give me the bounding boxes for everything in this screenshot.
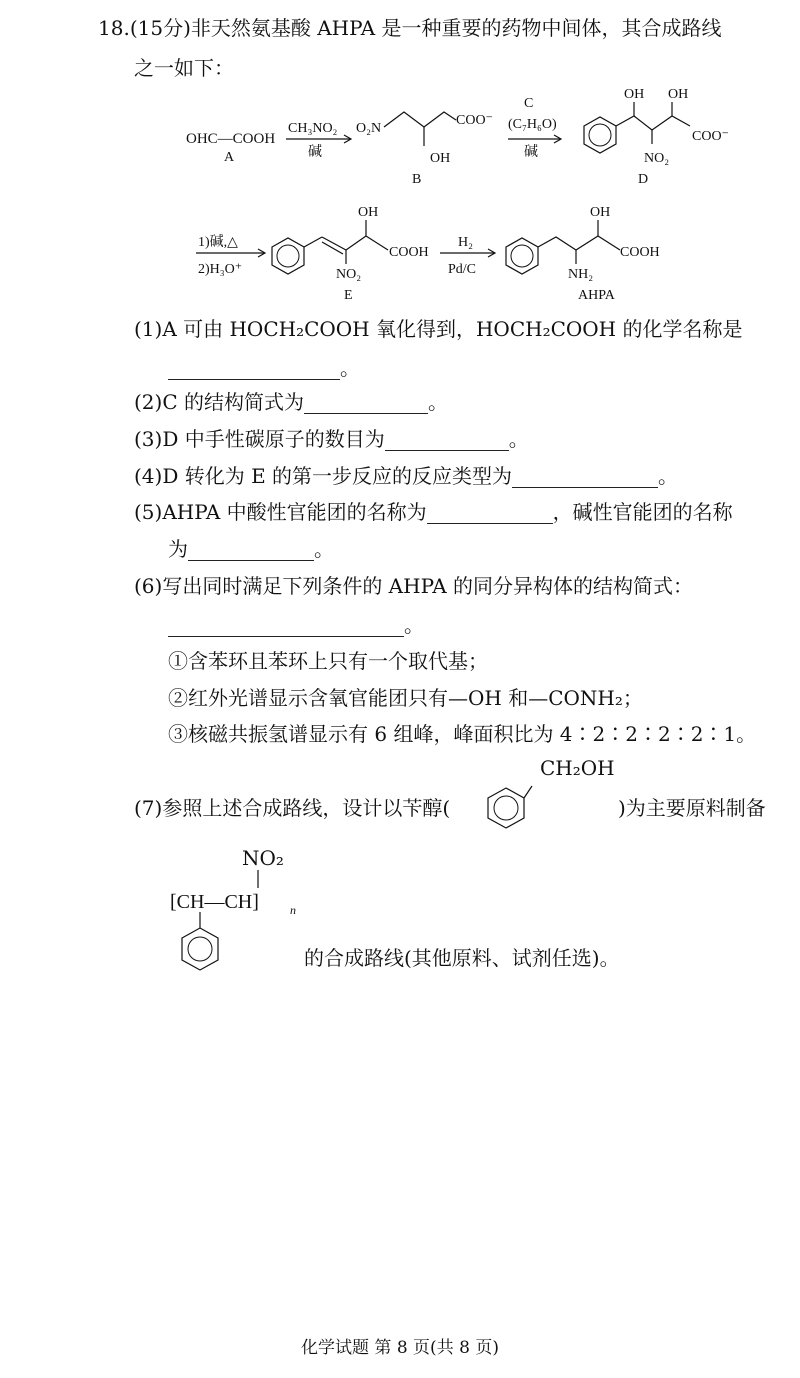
q1-answer-blank[interactable] (168, 359, 340, 380)
compound-D-oh1: OH (624, 87, 645, 102)
compound-D-oh2: OH (668, 87, 689, 102)
q6-condition-1: ①含苯环且苯环上只有一个取代基； (168, 649, 488, 673)
question-intro-line1: 非天然氨基酸 AHPA 是一种重要的药物中间体，其合成路线 (190, 16, 722, 40)
q1-text: (1)A 可由 HOCH₂COOH 氧化得到，HOCH₂COOH 的化学名称是 (134, 317, 743, 341)
step4-reagent: H₂ (458, 235, 473, 250)
step1-reagent: CH₃NO₂ (288, 121, 338, 136)
compound-E-double-bond-b (322, 242, 343, 254)
page-footer: 化学试题 第 8 页(共 8 页) (301, 1338, 499, 1358)
subquestion-1 (134, 317, 742, 341)
step1-condition: 碱 (308, 145, 322, 160)
compound-E-oh: OH (358, 205, 379, 220)
question-number: 18. (98, 16, 130, 40)
step2-reagent: C (524, 96, 534, 111)
compound-D-ring-circle (589, 124, 611, 146)
polymer-n: n (290, 903, 296, 917)
q5-text2: ，碱性官能团的名称 (552, 500, 733, 524)
q7-text2: )为主要原料制备 (618, 796, 766, 820)
q5-end: 。 (314, 537, 334, 561)
q2-text: (2)C 的结构简式为 (134, 390, 304, 414)
benzyl-bond (524, 786, 532, 798)
subquestion-1-answer-line (168, 356, 360, 380)
compound-E-ring-circle (277, 245, 299, 267)
question-intro-line2: 之一如下： (134, 56, 234, 80)
compound-D-coo: COO⁻ (692, 129, 729, 144)
q6-condition-3: ③核磁共振氢谱显示有 6 组峰，峰面积比为 4∶2∶2∶2∶2∶1。 (168, 722, 757, 746)
q7-benzyl-alcohol-ch2oh: CH₂OH (540, 756, 615, 780)
q6-answer-blank[interactable] (168, 616, 404, 637)
polymer-ring-circle (188, 937, 212, 961)
q1-end: 。 (340, 356, 360, 380)
q3-text: (3)D 中手性碳原子的数目为 (134, 427, 385, 451)
step2-formula: (C₇H₆O) (508, 117, 557, 132)
benzyl-ring (488, 788, 524, 828)
q2-answer-blank[interactable] (304, 393, 428, 414)
q4-answer-blank[interactable] (512, 467, 658, 488)
q5-text: (5)AHPA 中酸性官能团的名称为 (134, 500, 427, 524)
q6-condition-2: ②红外光谱显示含氧官能团只有—OH 和—CONH₂； (168, 686, 643, 710)
q7-text: (7)参照上述合成路线，设计以苄醇( (134, 796, 451, 820)
subquestion-5 (134, 500, 733, 524)
subquestion-5-line2 (168, 537, 334, 561)
q5-base-blank[interactable] (188, 540, 314, 561)
compound-E-label: E (344, 288, 353, 303)
subquestion-4 (134, 464, 678, 488)
q2-end: 。 (428, 390, 448, 414)
q4-end: 。 (658, 464, 679, 488)
compound-B-coo: COO⁻ (456, 113, 493, 128)
q7-benzyl-alcohol-structure (474, 780, 534, 836)
reaction-scheme (0, 80, 800, 310)
step3-condition2: 2)H₃O⁺ (198, 262, 243, 277)
compound-B-chain (384, 112, 456, 127)
compound-D-label: D (638, 172, 649, 187)
q3-answer-blank[interactable] (385, 430, 509, 451)
q7-text3: 的合成路线(其他原料、试剂任选)。 (304, 946, 620, 970)
compound-E-cooh: COOH (389, 245, 429, 260)
product-nh2: NH₂ (568, 267, 594, 282)
q4-text: (4)D 转化为 E 的第一步反应的反应类型为 (134, 464, 513, 488)
q6-end: 。 (404, 613, 424, 637)
compound-B-label: B (412, 172, 422, 187)
product-label: AHPA (578, 288, 615, 303)
benzyl-ring-circle (494, 796, 518, 820)
step2-condition: 碱 (524, 145, 538, 160)
compound-D-no2: NO₂ (644, 151, 670, 166)
q5-text3: 为 (168, 537, 188, 561)
polymer-structure (160, 866, 310, 986)
compound-E-no2: NO₂ (336, 267, 362, 282)
product-oh: OH (590, 205, 611, 220)
question-points: (15分) (129, 16, 191, 40)
question-intro (98, 16, 722, 40)
compound-A-label: A (224, 150, 235, 165)
compound-E-bond1 (304, 237, 322, 247)
compound-B-oh: OH (430, 151, 451, 166)
compound-E-bond2 (346, 236, 366, 250)
polymer-benzene-ring (182, 928, 218, 970)
subquestion-3 (134, 427, 529, 451)
polymer-backbone: [CH—CH] (170, 891, 259, 913)
compound-D-chain (616, 116, 690, 130)
step3-condition1: 1)碱,△ (198, 235, 238, 250)
q3-end: 。 (508, 427, 529, 451)
subquestion-6 (134, 574, 693, 598)
product-chain (538, 236, 620, 250)
q6-text: (6)写出同时满足下列条件的 AHPA 的同分异构体的结构简式： (134, 574, 693, 598)
q5-acid-blank[interactable] (427, 503, 553, 524)
compound-A-formula: OHC—COOH (186, 131, 276, 147)
product-cooh: COOH (620, 245, 660, 260)
product-ring-circle (511, 245, 533, 267)
compound-B-no2: O₂N (356, 121, 382, 136)
subquestion-6-answer-line (168, 613, 424, 637)
step4-condition: Pd/C (448, 262, 477, 277)
subquestion-2 (134, 390, 448, 414)
compound-E-bond3 (366, 236, 388, 250)
polymer-no2: NO₂ (242, 846, 284, 870)
